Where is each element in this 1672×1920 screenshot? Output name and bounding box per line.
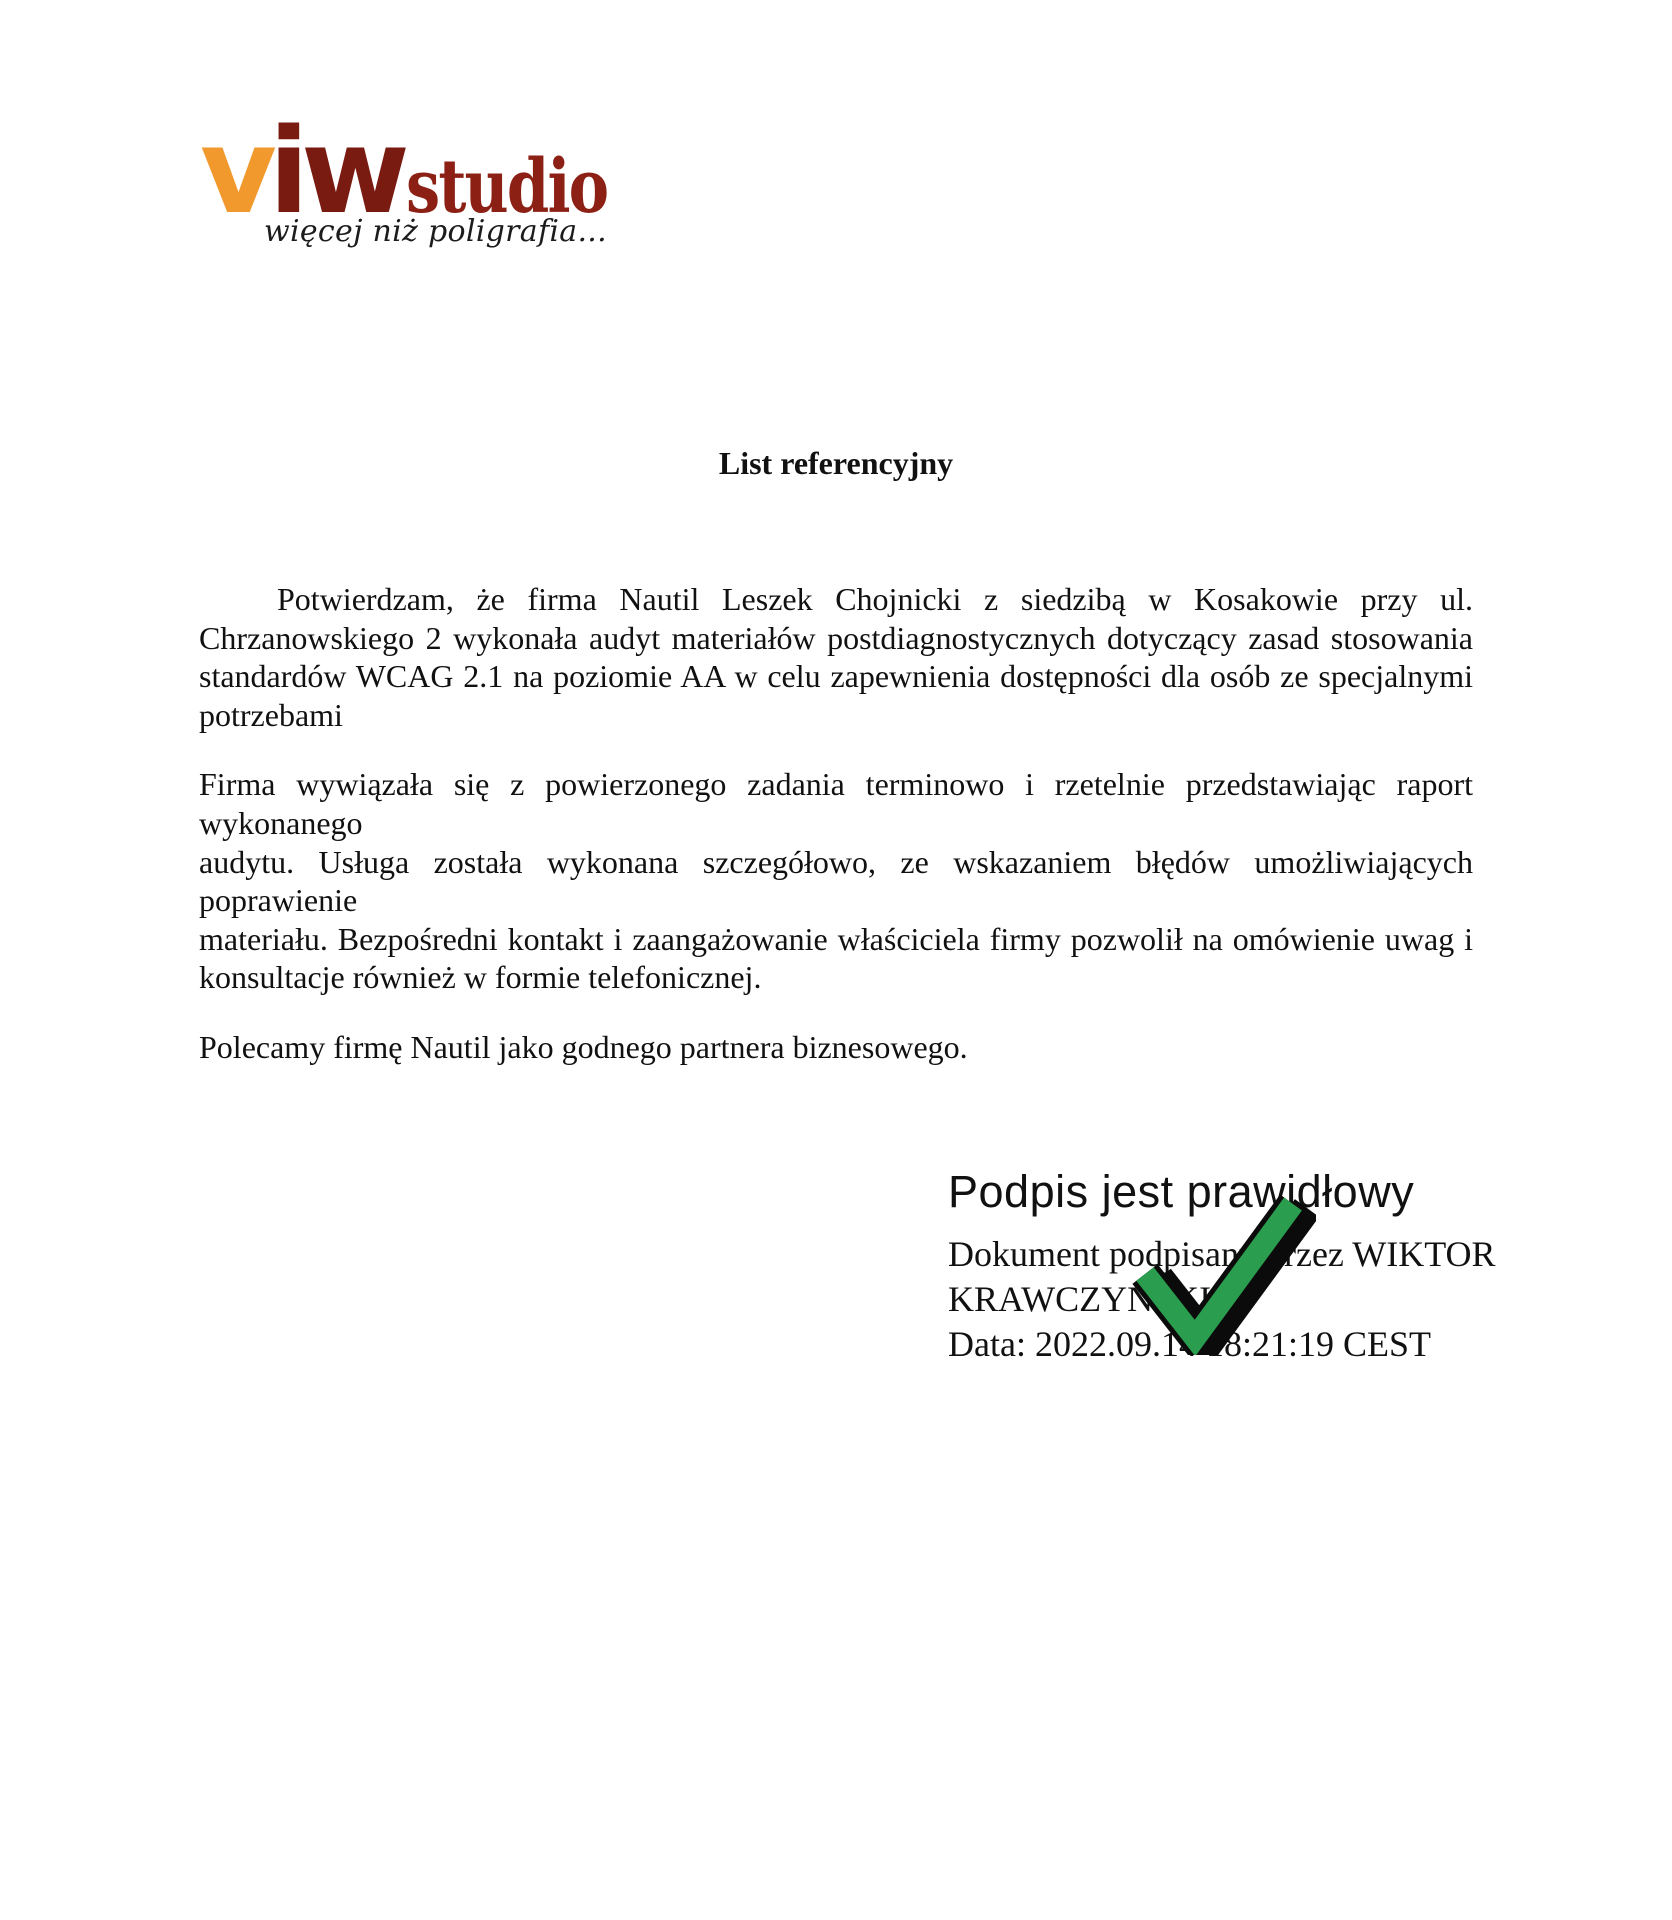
- logo-tagline: więcej niż poligrafia...: [264, 214, 607, 249]
- paragraph-line: Potwierdzam, że firma Nautil Leszek Chojnicki z siedzibą w Kosakowie przy ul.: [277, 581, 1473, 617]
- paragraph-line: potrzebami: [199, 696, 343, 733]
- document-body: [199, 580, 1473, 1098]
- paragraph-2: [199, 765, 1473, 997]
- paragraph-1: [199, 580, 1473, 734]
- paragraph-3: [199, 1028, 1473, 1067]
- signature-detail-line: Dokument podpisany przez WIKTOR: [948, 1234, 1496, 1275]
- paragraph-line: konsultacje również w formie telefonicznej.: [199, 959, 762, 996]
- logo-mark-v: v: [200, 102, 269, 240]
- paragraph-line: materiału. Bezpośredni kontakt i zaangażowanie właściciela firmy pozwolił na omówienie uwag i: [199, 920, 1473, 957]
- document-title: List referencyjny: [718, 445, 954, 481]
- logo-mark: [200, 102, 402, 240]
- company-logo: [200, 102, 651, 249]
- signature-status: Podpis jest prawidłowy: [948, 1166, 1415, 1217]
- paragraph-line: Firma wywiązała się z powierzonego zadania terminowo i rzetelnie przedstawiając raport wykonanego: [199, 766, 1473, 841]
- logo-word-studio: studio: [405, 144, 607, 230]
- signature-detail-line: KRAWCZYŃSKI: [948, 1279, 1212, 1320]
- signature-block: [948, 1166, 1496, 1367]
- signature-detail-line: Data: 2022.09.14 18:21:19 CEST: [948, 1324, 1431, 1365]
- paragraph-line: audytu. Usługa została wykonana szczegółowo, ze wskazaniem błędów umożliwiających poprawienie: [199, 843, 1473, 919]
- paragraph-line: Polecamy firmę Nautil jako godnego partnera biznesowego.: [199, 1028, 968, 1065]
- paragraph-line: standardów WCAG 2.1 na poziomie AA w celu zapewnienia dostępności dla osób ze specjalnymi: [199, 658, 1473, 695]
- paragraph-line: Chrzanowskiego 2 wykonała audyt materiałów postdiagnostycznych dotyczący zasad stosowania: [199, 619, 1473, 656]
- logo-mark-iw: iw: [268, 102, 402, 240]
